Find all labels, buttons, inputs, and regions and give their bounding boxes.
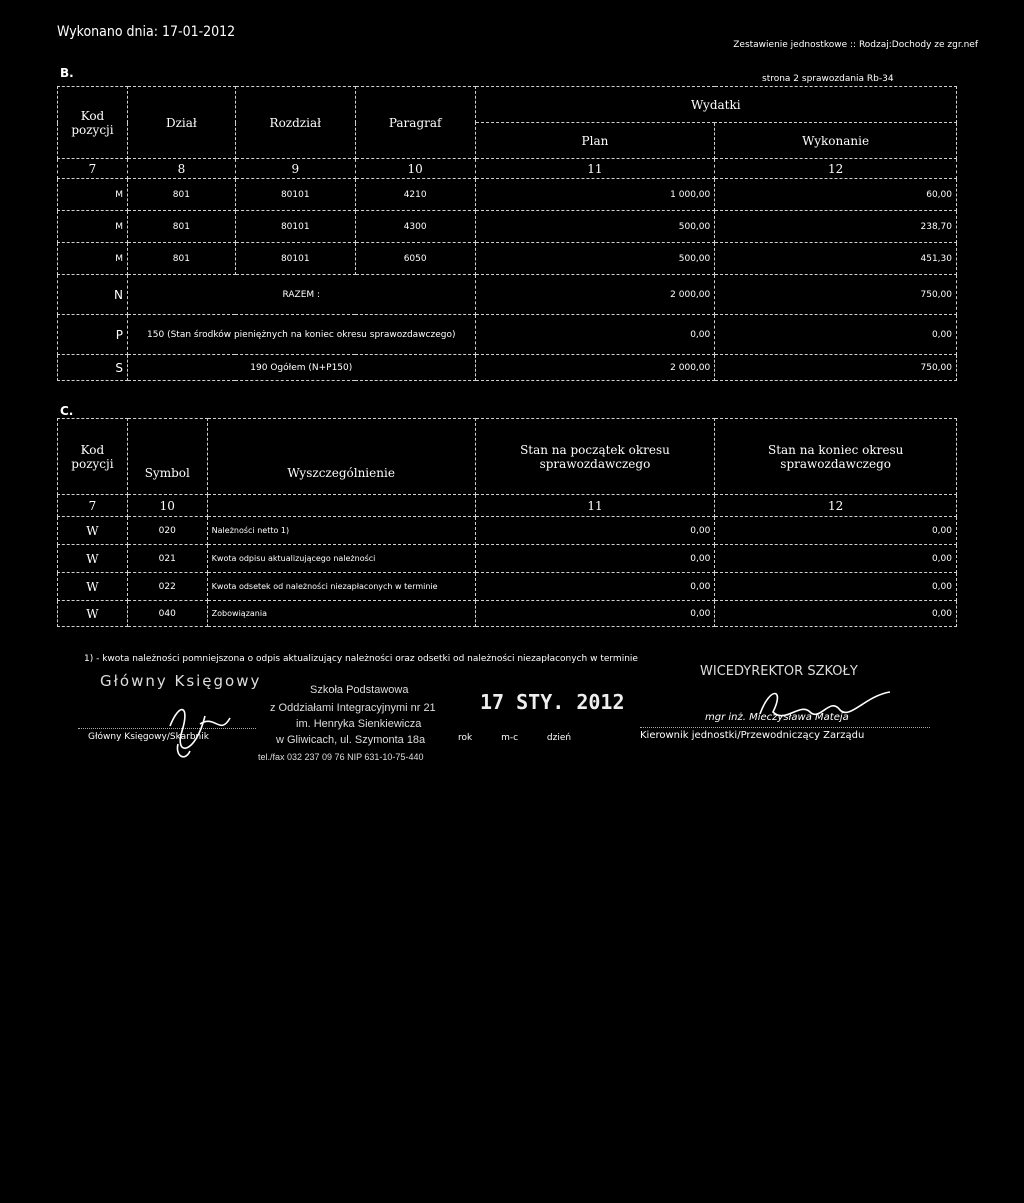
- date-labels: rok m-c dzień: [458, 733, 572, 743]
- col-number: 9: [235, 159, 355, 179]
- expenditure-table: [57, 86, 957, 381]
- header-paragraf: Paragraf: [355, 87, 475, 159]
- row-kod: W: [58, 545, 128, 573]
- table-row: [58, 243, 957, 275]
- header-kod: Kod pozycji: [58, 87, 128, 159]
- grand-total-plan: 2 000,00: [475, 355, 715, 381]
- row-rozdzial: 80101: [235, 179, 355, 211]
- header-wykonanie: Wykonanie: [715, 123, 957, 159]
- report-mode: Zestawienie jednostkowe :: Rodzaj:Dochody ze zgr.nef: [733, 40, 978, 50]
- date-stamp: 17 STY. 2012: [480, 690, 625, 714]
- row-koniec: 0,00: [715, 573, 957, 601]
- table-row: [58, 601, 957, 627]
- row-kod: W: [58, 573, 128, 601]
- total-plan: 2 000,00: [475, 275, 715, 315]
- execution-date: Wykonano dnia: 17-01-2012: [57, 24, 236, 40]
- header-stan-koniec: Stan na koniec okresu sprawozdawczego: [715, 419, 957, 495]
- row-rozdzial: 80101: [235, 243, 355, 275]
- row-kod: N: [58, 275, 128, 315]
- row-symbol: 020: [127, 517, 207, 545]
- school-stamp-line: Szkoła Podstawowa: [310, 684, 409, 696]
- cash-plan: 0,00: [475, 315, 715, 355]
- row-kod: M: [58, 211, 128, 243]
- row-dzial: 801: [127, 211, 235, 243]
- row-paragraf: 4210: [355, 179, 475, 211]
- school-stamp-line: z Oddziałami Integracyjnymi nr 21: [270, 702, 436, 714]
- row-koniec: 0,00: [715, 545, 957, 573]
- row-dzial: 801: [127, 243, 235, 275]
- row-plan: 500,00: [475, 243, 715, 275]
- row-poczatek: 0,00: [475, 517, 715, 545]
- row-kod: M: [58, 179, 128, 211]
- row-wykonanie: 451,30: [715, 243, 957, 275]
- row-opis: Kwota odpisu aktualizującego należności: [207, 545, 475, 573]
- school-stamp-line: w Gliwicach, ul. Szymonta 18a: [276, 734, 426, 746]
- cash-label: 150 (Stan środków pieniężnych na koniec okresu sprawozdawczego): [127, 315, 475, 355]
- col-number: 7: [58, 495, 128, 517]
- row-symbol: 040: [127, 601, 207, 627]
- row-wykonanie: 60,00: [715, 179, 957, 211]
- report-page-note: strona 2 sprawozdania Rb-34: [762, 74, 894, 84]
- cash-row: [58, 315, 957, 355]
- section-c-letter: C.: [60, 404, 74, 418]
- row-wykonanie: 238,70: [715, 211, 957, 243]
- row-paragraf: 4300: [355, 211, 475, 243]
- row-poczatek: 0,00: [475, 601, 715, 627]
- row-kod: W: [58, 601, 128, 627]
- col-number: 11: [475, 495, 715, 517]
- total-wykonanie: 750,00: [715, 275, 957, 315]
- row-kod: M: [58, 243, 128, 275]
- table-row: [58, 545, 957, 573]
- total-row: [58, 275, 957, 315]
- row-poczatek: 0,00: [475, 573, 715, 601]
- header-wydatki: Wydatki: [475, 87, 956, 123]
- section-b-letter: B.: [60, 66, 74, 80]
- grand-total-row: [58, 355, 957, 381]
- liabilities-table: [57, 418, 957, 627]
- school-stamp-line: tel./fax 032 237 09 76 NIP 631-10-75-440: [258, 752, 424, 762]
- school-stamp-line: im. Henryka Sienkiewicza: [296, 718, 422, 730]
- row-koniec: 0,00: [715, 517, 957, 545]
- header-plan: Plan: [475, 123, 715, 159]
- accountant-label: Główny Księgowy/Skarbnik: [88, 732, 209, 742]
- header-stan-poczatek: Stan na początek okresu sprawozdawczego: [475, 419, 715, 495]
- row-kod: W: [58, 517, 128, 545]
- header-wyszczegolnienie: Wyszczególnienie: [207, 419, 475, 495]
- row-kod: S: [58, 355, 128, 381]
- col-number: 10: [127, 495, 207, 517]
- col-number: 10: [355, 159, 475, 179]
- table-row: [58, 573, 957, 601]
- col-number: 11: [475, 159, 715, 179]
- col-number: 7: [58, 159, 128, 179]
- row-poczatek: 0,00: [475, 545, 715, 573]
- footnote: 1) - kwota należności pomniejszona o odpis aktualizujący należności oraz odsetki od należności niezapłaconych w terminie: [84, 654, 638, 664]
- row-symbol: 021: [127, 545, 207, 573]
- grand-total-label: 190 Ogółem (N+P150): [127, 355, 475, 381]
- row-plan: 500,00: [475, 211, 715, 243]
- manager-label: Kierownik jednostki/Przewodniczący Zarządu: [640, 730, 865, 741]
- table-row: [58, 211, 957, 243]
- row-dzial: 801: [127, 179, 235, 211]
- col-number: 12: [715, 159, 957, 179]
- row-paragraf: 6050: [355, 243, 475, 275]
- cash-wykonanie: 0,00: [715, 315, 957, 355]
- deputy-stamp: WICEDYREKTOR SZKOŁY: [700, 664, 858, 679]
- grand-total-wykonanie: 750,00: [715, 355, 957, 381]
- row-opis: Kwota odsetek od należności niezapłaconych w terminie: [207, 573, 475, 601]
- header-dzial: Dział: [127, 87, 235, 159]
- deputy-name: mgr inż. Mieczysława Mateja: [705, 712, 849, 723]
- row-koniec: 0,00: [715, 601, 957, 627]
- row-symbol: 022: [127, 573, 207, 601]
- header-kod: Kod pozycji: [58, 419, 128, 495]
- col-number: 12: [715, 495, 957, 517]
- row-rozdzial: 80101: [235, 211, 355, 243]
- header-rozdzial: Rozdział: [235, 87, 355, 159]
- row-plan: 1 000,00: [475, 179, 715, 211]
- table-row: [58, 179, 957, 211]
- deputy-signature: [755, 684, 895, 734]
- row-kod: P: [58, 315, 128, 355]
- header-symbol: Symbol: [127, 419, 207, 495]
- empty-cell: [207, 495, 475, 517]
- total-label: RAZEM :: [127, 275, 475, 315]
- col-number: 8: [127, 159, 235, 179]
- accountant-signature: [160, 696, 280, 766]
- row-opis: Zobowiązania: [207, 601, 475, 627]
- row-opis: Należności netto 1): [207, 517, 475, 545]
- table-row: [58, 517, 957, 545]
- accountant-stamp: Główny Księgowy: [100, 672, 262, 690]
